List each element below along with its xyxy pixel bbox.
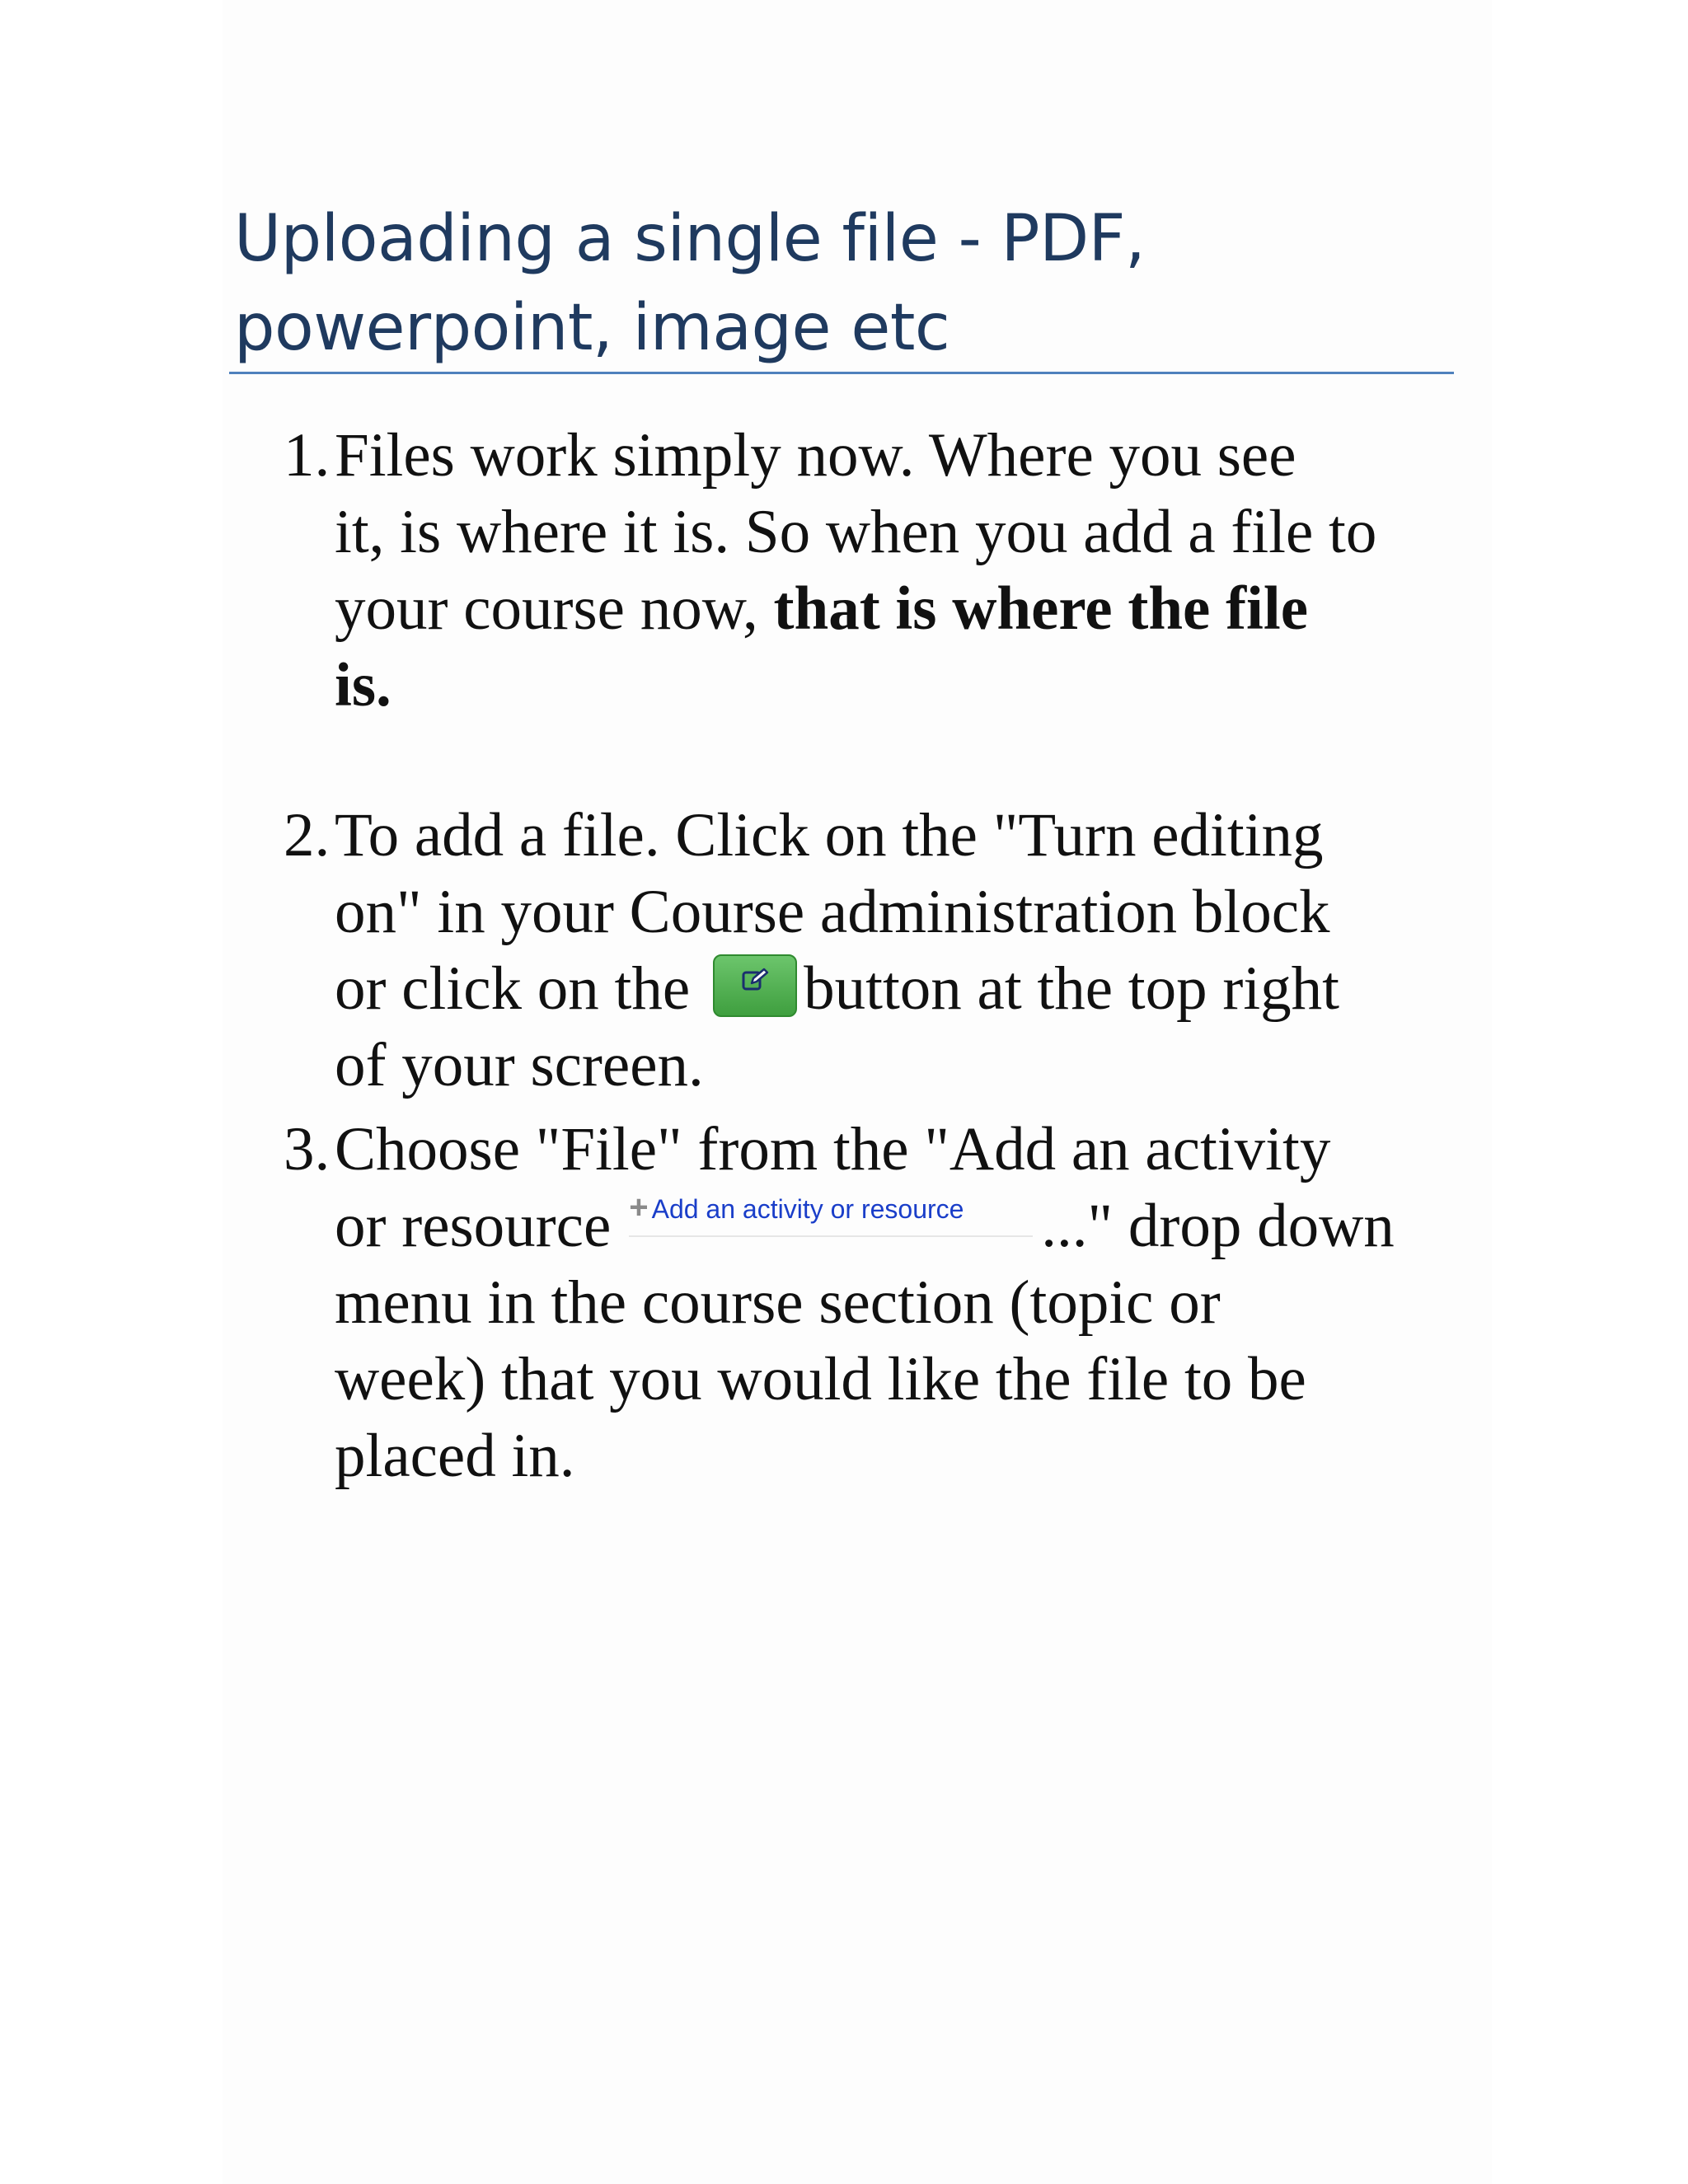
- step-2-number: 2.: [284, 801, 331, 869]
- page-title-line-2: powerpoint, image etc: [234, 291, 950, 365]
- title-divider: [229, 372, 1454, 374]
- step-2-text-1: To add a file. Click on the "Turn editing: [335, 801, 1324, 869]
- step-1-bold-3: that is where the file: [773, 574, 1309, 643]
- step-2-line-3: [284, 950, 1479, 1027]
- step-1-line-4: [284, 647, 1479, 724]
- step-2-text-3b: button at the top right: [804, 954, 1340, 1023]
- plus-icon: +: [629, 1188, 649, 1226]
- step-3-number: 3.: [284, 1115, 331, 1183]
- step-2-text-3a: or click on the: [335, 954, 691, 1023]
- step-1-line-1: [284, 417, 1479, 494]
- step-1: [284, 417, 1479, 724]
- step-1-line-3: [284, 570, 1479, 647]
- step-1-line-2: it, is where it is. So when you add a file to: [335, 498, 1377, 566]
- step-3-line-2: [284, 1188, 1479, 1264]
- step-3-line-1: [284, 1111, 1479, 1188]
- step-2-line-1: [284, 797, 1479, 874]
- step-3-line-5: placed in.: [335, 1422, 575, 1490]
- step-1-number: 1.: [284, 421, 331, 490]
- page-title-line-1: Uploading a single file - PDF,: [234, 202, 1146, 276]
- step-1-text-1: Files work simply now. Where you see: [335, 421, 1296, 490]
- page-title: [234, 194, 1454, 373]
- edit-pencil-icon: [742, 968, 770, 992]
- step-3-line-4: week) that you would like the file to be: [335, 1345, 1306, 1413]
- step-1-bold-4: is.: [335, 651, 392, 719]
- add-activity-or-resource-link[interactable]: [629, 1188, 1033, 1237]
- step-3-text-1: Choose "File" from the "Add an activity: [335, 1115, 1331, 1183]
- step-2-line-4: of your screen.: [335, 1031, 704, 1099]
- add-activity-or-resource-label: Add an activity or resource: [651, 1193, 964, 1224]
- step-3-text-2a: or resource: [335, 1192, 612, 1260]
- step-2-line-2: on" in your Course administration block: [335, 878, 1330, 946]
- step-3-line-3: menu in the course section (topic or: [335, 1268, 1221, 1337]
- step-3: [284, 1111, 1479, 1494]
- turn-editing-on-button[interactable]: [713, 954, 797, 1017]
- step-2: [284, 797, 1479, 1104]
- step-3-text-2b: ..." drop down: [1041, 1192, 1395, 1260]
- step-1-text-3: your course now,: [335, 574, 774, 643]
